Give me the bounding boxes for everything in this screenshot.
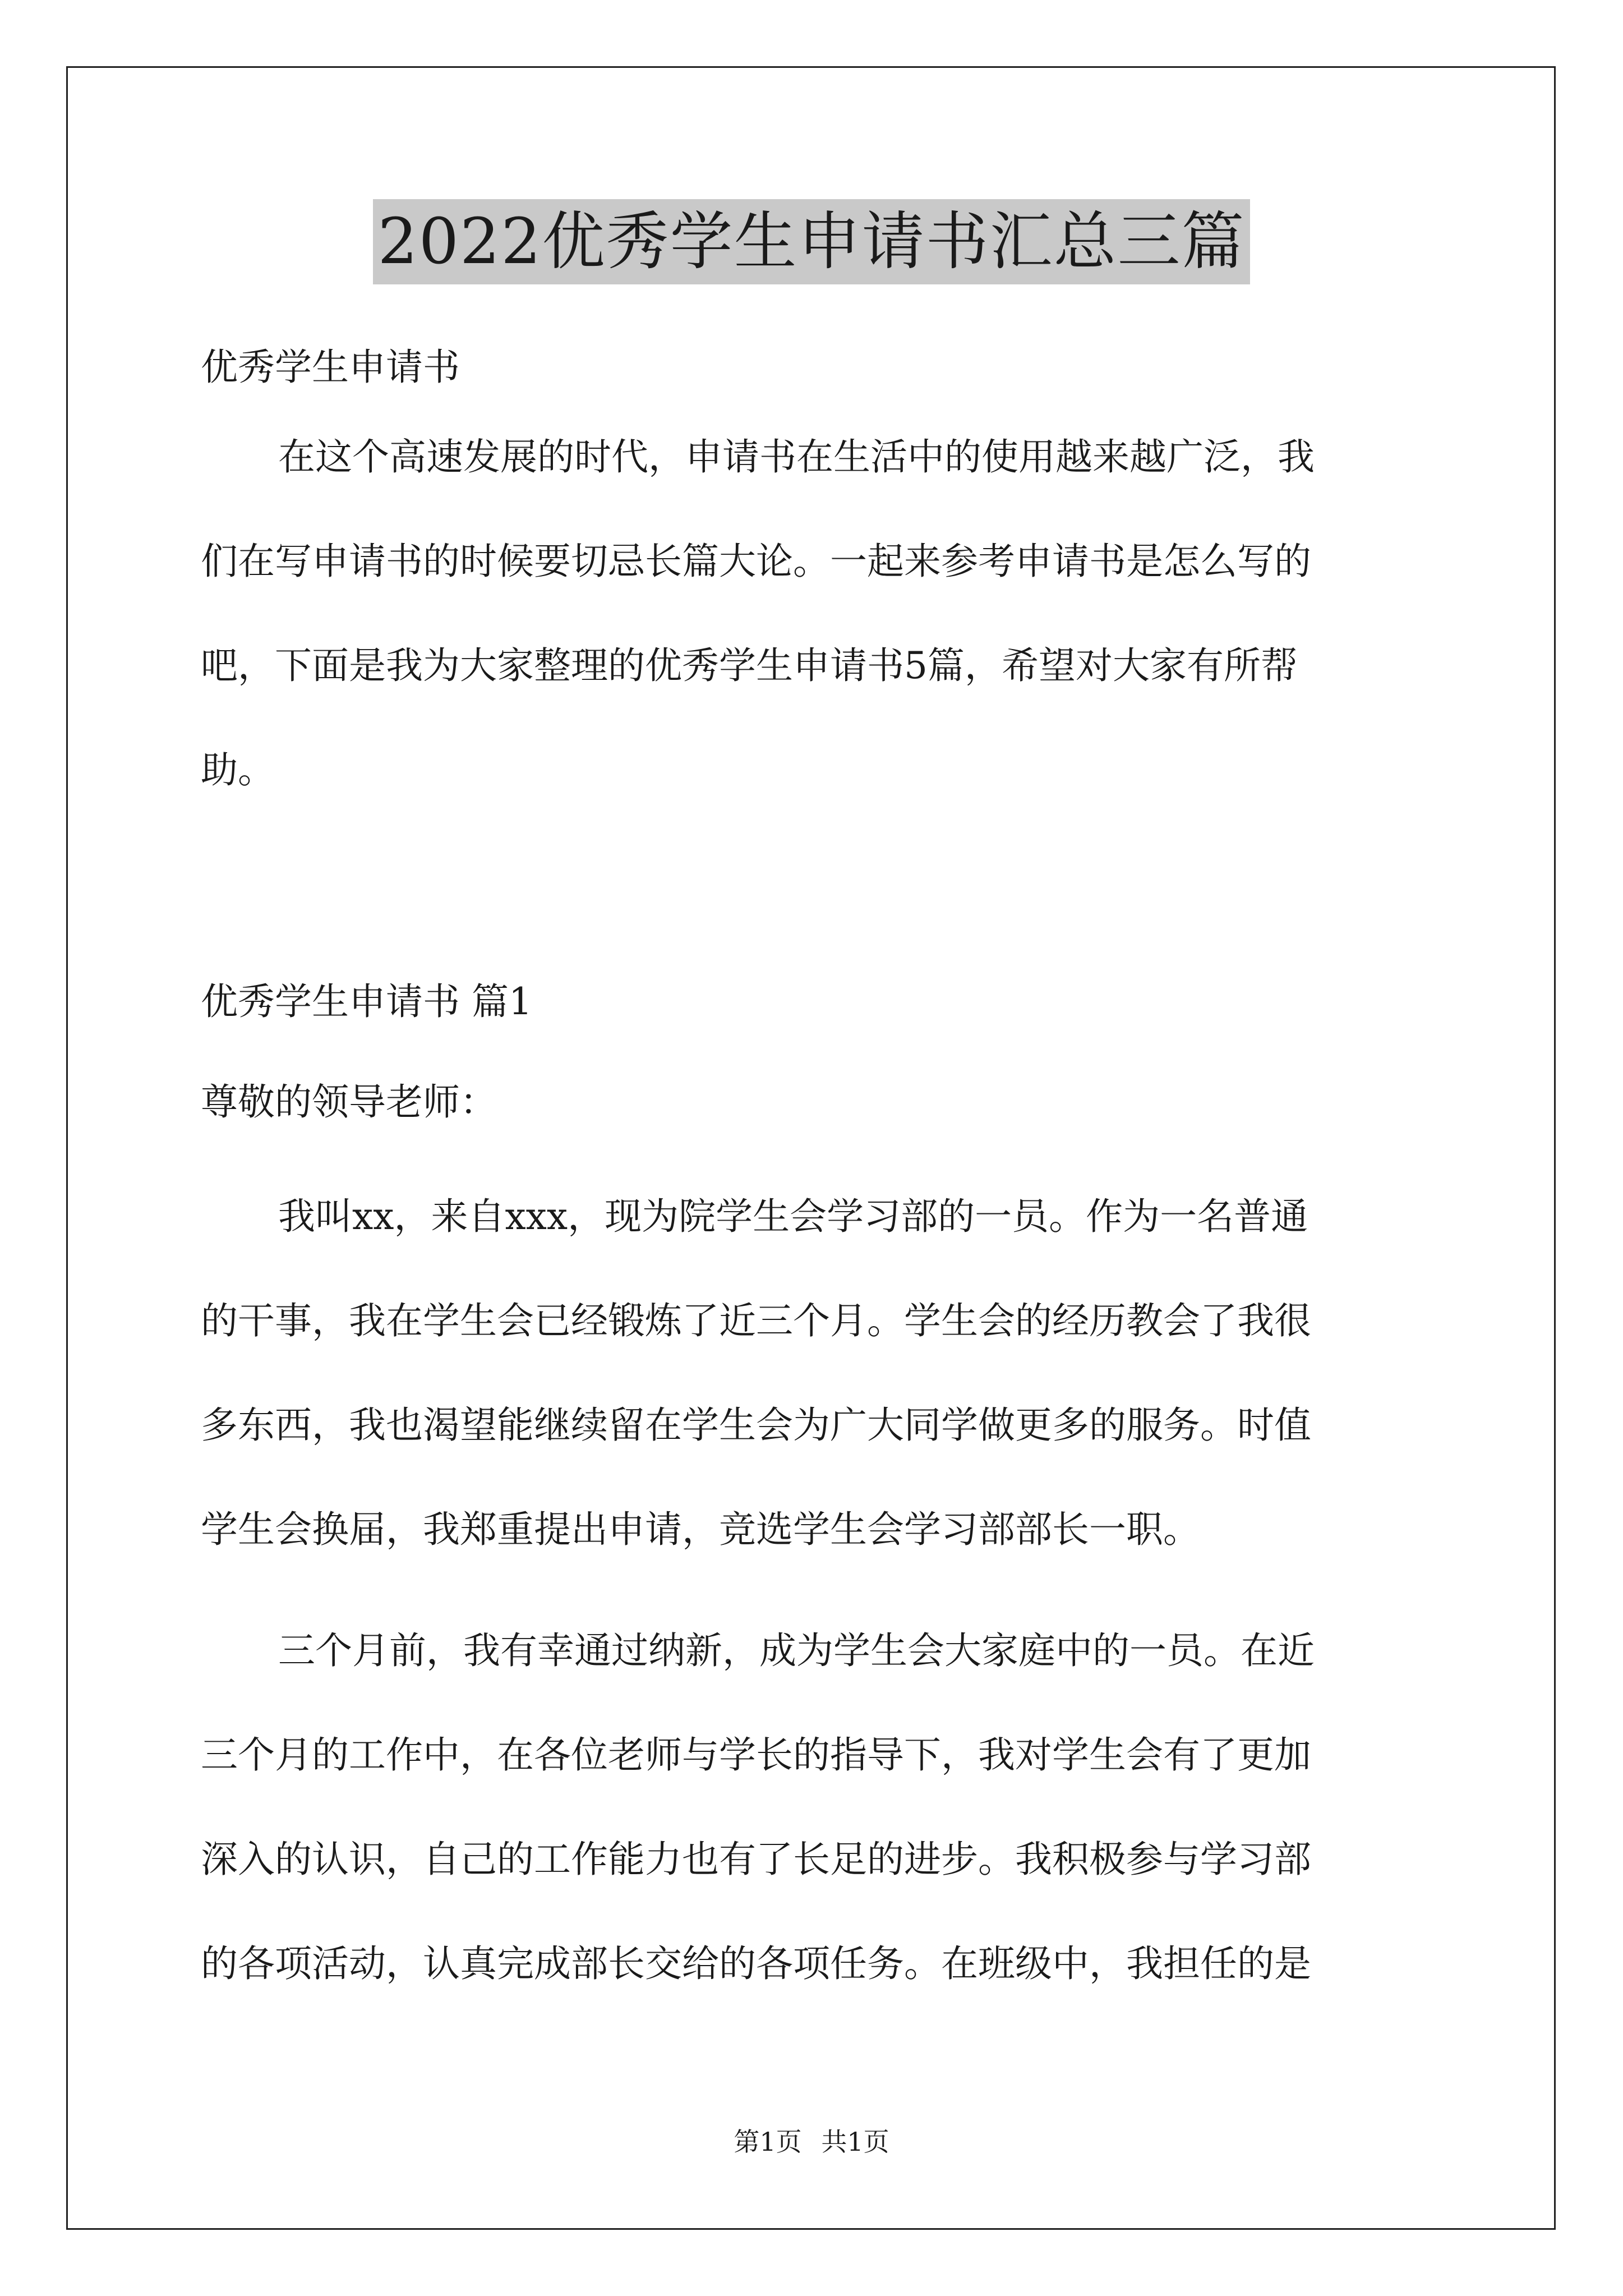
intro-line: 在这个高速发展的时代，申请书在生活中的使用越来越广泛，我 (278, 435, 1315, 478)
intro-line: 吧，下面是我为大家整理的优秀学生申请书5篇，希望对大家有所帮 (201, 644, 1298, 687)
paragraph-line: 的干事，我在学生会已经锻炼了近三个月。学生会的经历教会了我很 (201, 1299, 1311, 1342)
document-title: 2022优秀学生申请书汇总三篇 (373, 199, 1249, 284)
page-total: 共1页 (821, 2127, 889, 2157)
paragraph-line: 多东西，我也渴望能继续留在学生会为广大同学做更多的服务。时值 (201, 1404, 1311, 1447)
intro-line: 助。 (201, 748, 275, 792)
intro-line: 们在写申请书的时候要切忌长篇大论。一起来参考申请书是怎么写的 (201, 540, 1311, 583)
salutation: 尊敬的领导老师： (201, 1080, 497, 1124)
title-wrap (0, 199, 1623, 284)
paragraph-line: 三个月前，我有幸通过纳新，成为学生会大家庭中的一员。在近 (278, 1629, 1315, 1672)
intro-heading: 优秀学生申请书 (201, 346, 460, 389)
paragraph-line: 我叫xx，来自xxx，现为院学生会学习部的一员。作为一名普通 (278, 1195, 1308, 1238)
paragraph-line: 三个月的工作中，在各位老师与学长的指导下，我对学生会有了更加 (201, 1733, 1311, 1777)
section-heading: 优秀学生申请书 篇1 (201, 980, 532, 1023)
page-number: 第1页 (734, 2127, 802, 2157)
paragraph-line: 的各项活动，认真完成部长交给的各项任务。在班级中，我担任的是 (201, 1942, 1311, 1985)
page-footer (0, 2125, 1623, 2159)
paragraph-line: 学生会换届，我郑重提出申请，竞选学生会学习部部长一职。 (201, 1508, 1200, 1551)
paragraph-line: 深入的认识，自己的工作能力也有了长足的进步。我积极参与学习部 (201, 1838, 1311, 1881)
